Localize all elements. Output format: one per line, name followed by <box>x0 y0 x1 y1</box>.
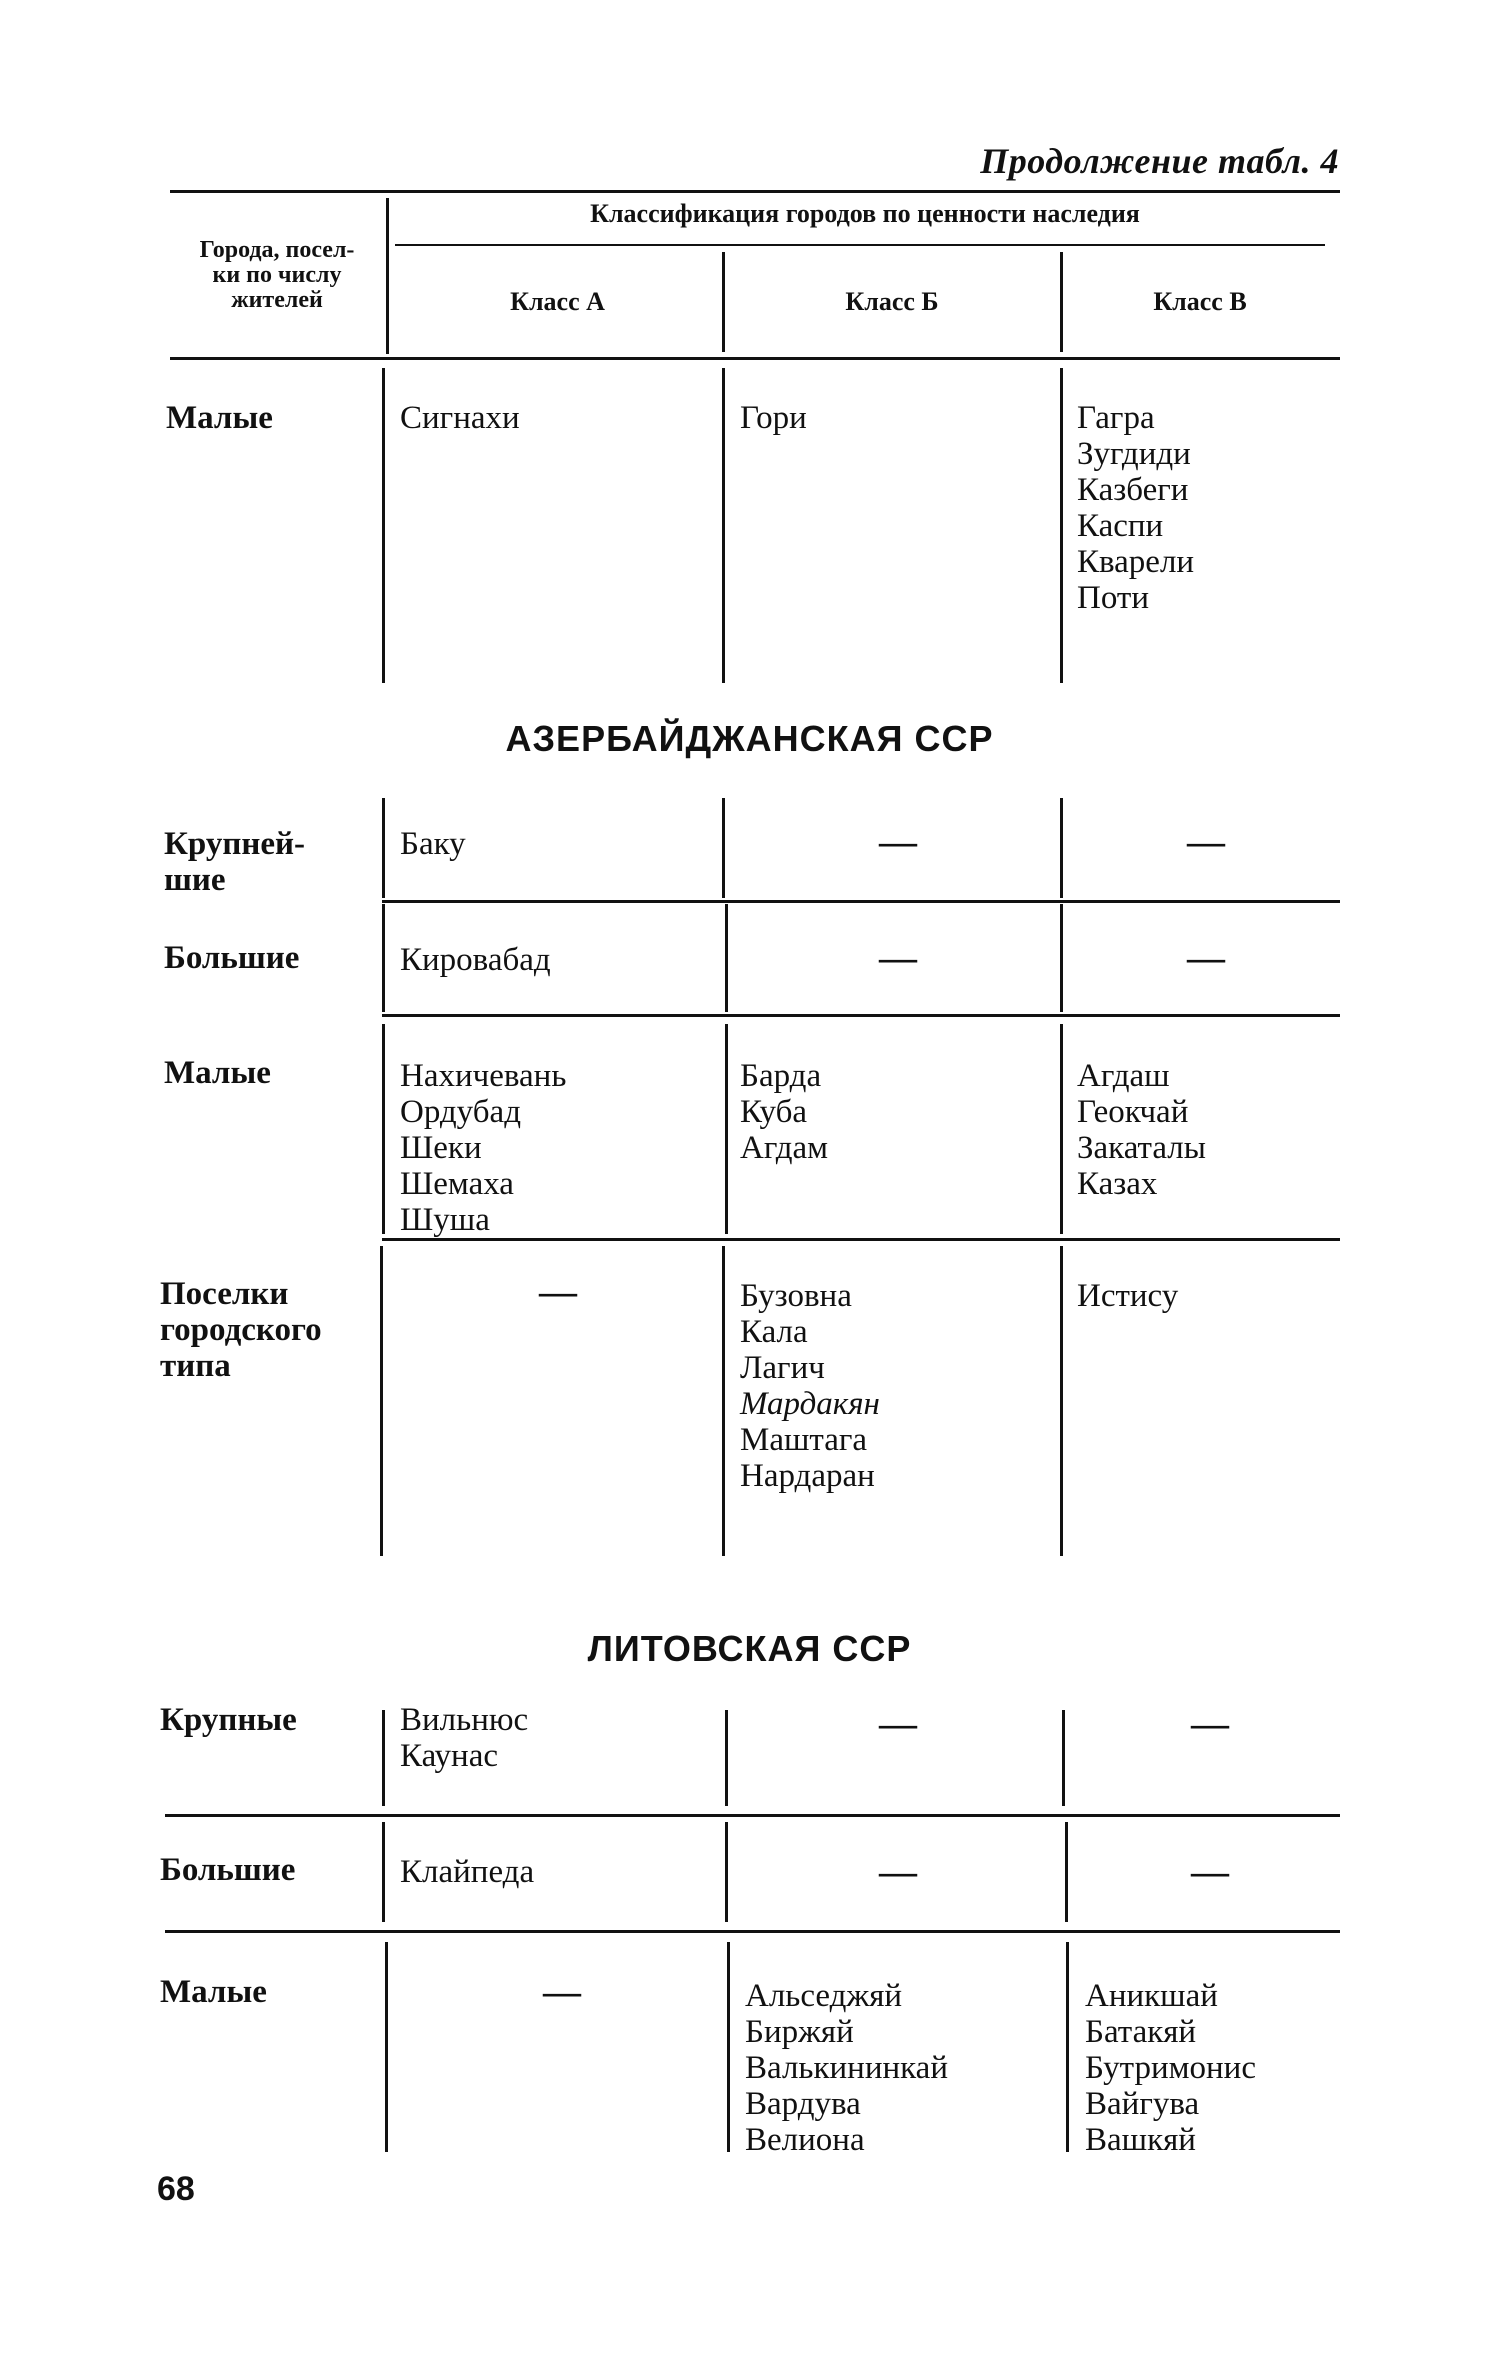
georgia-vline-3 <box>1060 368 1063 683</box>
city-name: Истису <box>1077 1278 1179 1314</box>
city-name: Альседжяй <box>745 1978 903 2014</box>
az-row3-class-b <box>740 1058 828 1166</box>
city-name: Барда <box>740 1058 822 1094</box>
az-row3-label <box>164 1055 271 1091</box>
header-vline-3 <box>1060 252 1063 352</box>
az-row2-vline-2 <box>725 904 728 1012</box>
city-name: Кала <box>740 1314 808 1350</box>
header-vline-2 <box>722 252 725 352</box>
city-name: Агдам <box>740 1130 829 1166</box>
az-row2-label <box>164 940 299 976</box>
az-row4-vline-2 <box>722 1246 725 1556</box>
city-name: Геокчай <box>1077 1094 1189 1130</box>
city-name: Валькининкай <box>745 2050 948 2086</box>
city-name: Вайгува <box>1085 2086 1200 2122</box>
lt-row1-vline-2 <box>725 1710 728 1806</box>
row-label-line: типа <box>160 1348 231 1384</box>
row-label-line: Поселки <box>160 1276 289 1312</box>
az-row4-vline-3 <box>1060 1246 1063 1556</box>
city-name: Мардакян <box>740 1386 880 1422</box>
az-row3-class-a <box>400 1058 566 1238</box>
az-row4-vline-1 <box>380 1246 383 1556</box>
city-name: Сигнахи <box>400 400 520 436</box>
city-name: Клайпеда <box>400 1854 535 1890</box>
city-name: Бутримонис <box>1085 2050 1256 2086</box>
city-name: Вашкяй <box>1085 2122 1196 2158</box>
lt-row2-vline-3 <box>1065 1822 1068 1922</box>
header-bottom-rule <box>170 357 1340 360</box>
lt-row3-vline-2 <box>727 1942 730 2152</box>
az-row2-vline-3 <box>1060 904 1063 1012</box>
georgia-vline-2 <box>722 368 725 683</box>
city-name: Гагра <box>1077 400 1155 436</box>
az-row3-class-v <box>1077 1058 1206 1202</box>
lt-row1-class-a <box>400 1702 528 1774</box>
az-row1-vline-2 <box>722 798 725 898</box>
city-name: Куба <box>740 1094 808 1130</box>
city-name: Поти <box>1077 580 1149 616</box>
lt-row1-class-b-dash: — <box>879 1703 917 1745</box>
city-name: Зугдиди <box>1077 436 1191 472</box>
lt-row3-vline-1 <box>385 1942 388 2152</box>
row-label-line: Крупней- <box>164 826 306 862</box>
lt-row3-label <box>160 1974 267 2010</box>
city-name: Вардува <box>745 2086 861 2122</box>
lt-row2-class-a <box>400 1854 534 1890</box>
classification-header: Классификация городов по ценности наследия <box>590 199 1140 228</box>
page-number: 68 <box>157 2170 195 2208</box>
az-row3-vline-2 <box>725 1024 728 1234</box>
city-name: Шеки <box>400 1130 482 1166</box>
row-group-header-line: ки по числу <box>212 262 342 289</box>
georgia-row-label: Малые <box>166 400 273 436</box>
city-name: Биржяй <box>745 2014 854 2050</box>
az-row2-class-b-dash: — <box>879 937 917 979</box>
row-label-line: шие <box>164 862 226 898</box>
lt-row2-class-b-dash: — <box>879 1851 917 1893</box>
row-group-header-line: Города, посел- <box>199 237 355 263</box>
az-row3-vline-1 <box>382 1024 385 1234</box>
lt-row2-bottom-rule <box>165 1930 1340 1933</box>
lt-row1-bottom-rule <box>165 1814 1340 1817</box>
city-name: Шуша <box>400 1202 490 1238</box>
city-name: Нардаран <box>740 1458 875 1494</box>
lt-row1-vline-1 <box>382 1710 385 1806</box>
class-a-header: Класс А <box>510 287 605 316</box>
city-name: Закаталы <box>1077 1130 1206 1166</box>
table-continuation-caption: Продолжение табл. 4 <box>980 141 1339 181</box>
section-title-azerbaijan: АЗЕРБАЙДЖАНСКАЯ ССР <box>505 718 994 759</box>
az-row4-class-a-dash: — <box>539 1271 577 1313</box>
city-name: Кварели <box>1077 544 1195 580</box>
row-label-line: Большие <box>160 1852 296 1888</box>
az-row3-bottom-rule <box>382 1238 1340 1241</box>
az-row1-label <box>164 826 305 898</box>
city-name: Вильнюс <box>400 1702 529 1738</box>
city-name: Батакяй <box>1085 2014 1197 2050</box>
class-v-header: Класс В <box>1153 287 1247 316</box>
city-name: Казбеги <box>1077 472 1189 508</box>
lt-row2-vline-1 <box>382 1822 385 1922</box>
lt-row2-class-v-dash: — <box>1191 1851 1229 1893</box>
header-top-rule <box>170 190 1340 193</box>
row-label-line: городского <box>160 1312 322 1348</box>
class-b-header: Класс Б <box>845 287 939 316</box>
az-row1-vline-1 <box>382 798 385 898</box>
az-row1-class-v-dash: — <box>1187 821 1225 863</box>
city-name: Лагич <box>740 1350 825 1386</box>
lt-row2-vline-2 <box>725 1822 728 1922</box>
georgia-class-a <box>400 400 520 436</box>
az-row2-vline-1 <box>382 904 385 1012</box>
city-name: Каспи <box>1077 508 1164 544</box>
georgia-class-v <box>1077 400 1194 616</box>
row-label-line: Малые <box>160 1974 267 2010</box>
lt-row1-vline-3 <box>1062 1710 1065 1806</box>
az-row1-bottom-rule <box>382 900 1340 903</box>
city-name: Казах <box>1077 1166 1158 1202</box>
city-name: Аникшай <box>1085 1978 1218 2014</box>
az-row4-class-v <box>1077 1278 1178 1314</box>
row-label-line: Большие <box>164 940 300 976</box>
row-label-line: Малые <box>164 1055 271 1091</box>
city-name: Ордубад <box>400 1094 521 1130</box>
az-row2-class-a <box>400 942 551 978</box>
city-name: Бузовна <box>740 1278 852 1314</box>
city-name: Каунас <box>400 1738 499 1774</box>
az-row1-class-a <box>400 826 466 862</box>
az-row2-bottom-rule <box>382 1014 1340 1017</box>
city-name: Гори <box>740 400 807 436</box>
az-row4-label <box>160 1276 322 1384</box>
lt-row3-class-b <box>745 1978 948 2158</box>
georgia-vline-1 <box>382 368 385 683</box>
az-row3-vline-3 <box>1060 1024 1063 1234</box>
lt-row3-vline-3 <box>1066 1942 1069 2152</box>
city-name: Шемаха <box>400 1166 514 1202</box>
az-row1-class-b-dash: — <box>879 821 917 863</box>
header-mid-rule <box>395 244 1325 246</box>
row-group-header <box>170 238 384 314</box>
az-row4-class-b <box>740 1278 880 1494</box>
city-name: Велиона <box>745 2122 865 2158</box>
lt-row3-class-v <box>1085 1978 1256 2158</box>
row-group-header-line: жителей <box>231 287 323 314</box>
city-name: Кировабад <box>400 942 551 978</box>
az-row2-class-v-dash: — <box>1187 937 1225 979</box>
lt-row1-label <box>160 1702 297 1738</box>
city-name: Маштага <box>740 1422 868 1458</box>
az-row1-vline-3 <box>1060 798 1063 898</box>
city-name: Нахичевань <box>400 1058 567 1094</box>
lt-row3-class-a-dash: — <box>543 1971 581 2013</box>
row-label-line: Крупные <box>160 1702 297 1738</box>
section-title-lithuania: ЛИТОВСКАЯ ССР <box>587 1628 912 1669</box>
city-name: Баку <box>400 826 466 862</box>
lt-row1-class-v-dash: — <box>1191 1703 1229 1745</box>
city-name: Агдаш <box>1077 1058 1170 1094</box>
header-vline-1 <box>386 198 389 354</box>
lt-row2-label <box>160 1852 295 1888</box>
georgia-class-b <box>740 400 807 436</box>
